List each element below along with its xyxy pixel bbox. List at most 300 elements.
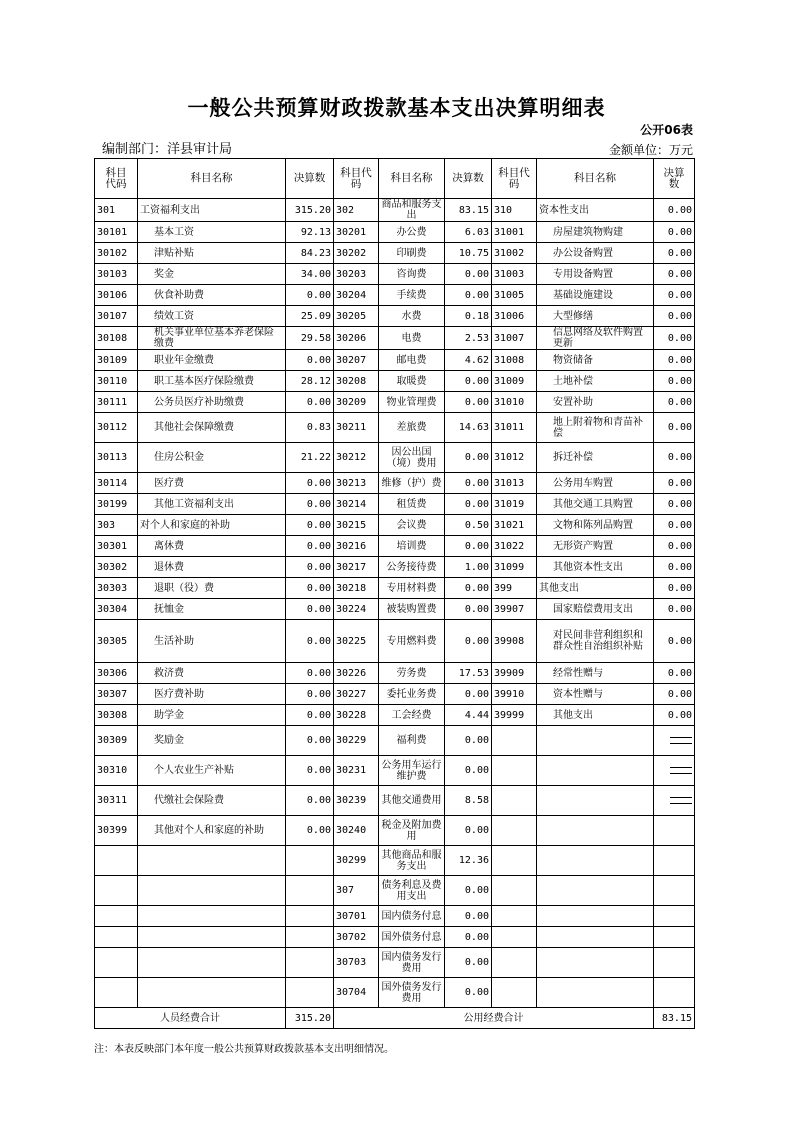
- dash-line: [670, 737, 692, 738]
- cell-name-3: 地上附着物和青苗补偿: [537, 413, 654, 443]
- cell-name-2: 税金及附加费用: [379, 816, 445, 846]
- table-row: [95, 413, 695, 443]
- cell-code-1: 30114: [95, 473, 138, 494]
- cell-name-1: 工资福利支出: [138, 199, 286, 222]
- table-row: [95, 948, 695, 978]
- cell-amount-2: 0.00: [445, 264, 492, 285]
- cell-amount-1: 0.00: [286, 684, 334, 705]
- public-total-label: 公用经费合计: [334, 1008, 654, 1029]
- cell-amount-2: 83.15: [445, 199, 492, 222]
- cell-amount-2: 0.00: [445, 978, 492, 1008]
- cell-name-3: 拆迁补偿: [537, 443, 654, 473]
- public-total-value: 83.15: [654, 1008, 695, 1029]
- cell-amount-2: 0.00: [445, 443, 492, 473]
- cell-amount-2: 0.00: [445, 948, 492, 978]
- cell-code-3: 31099: [492, 557, 537, 578]
- cell-name-1: 对个人和家庭的补助: [138, 515, 286, 536]
- dash-line: [670, 797, 692, 798]
- cell-name-2: 咨询费: [379, 264, 445, 285]
- cell-code-3: 39907: [492, 599, 537, 620]
- cell-name-3: 大型修缮: [537, 306, 654, 327]
- cell-amount-1: 0.00: [286, 705, 334, 726]
- cell-amount-1: 0.00: [286, 285, 334, 306]
- cell-amount-3: 0.00: [654, 599, 695, 620]
- cell-amount-2: 2.53: [445, 327, 492, 350]
- cell-code-2: 30701: [334, 906, 379, 927]
- cell-amount-2: 0.00: [445, 620, 492, 663]
- table-row: [95, 536, 695, 557]
- cell-amount-2: 0.00: [445, 816, 492, 846]
- cell-name-2: 取暖费: [379, 371, 445, 392]
- cell-name-3: 专用设备购置: [537, 264, 654, 285]
- cell-name-2: 其他交通费用: [379, 786, 445, 816]
- cell-code-2: 302: [334, 199, 379, 222]
- cell-name-1: 医疗费: [138, 473, 286, 494]
- cell-name-1: 医疗费补助: [138, 684, 286, 705]
- cell-amount-2: 0.00: [445, 536, 492, 557]
- cell-name-3: [537, 816, 654, 846]
- cell-name-1: 绩效工资: [138, 306, 286, 327]
- table-row: [95, 222, 695, 243]
- cell-name-1: 职工基本医疗保险缴费: [138, 371, 286, 392]
- cell-name-1: 职业年金缴费: [138, 350, 286, 371]
- cell-name-3: 无形资产购置: [537, 536, 654, 557]
- table-row: [95, 620, 695, 663]
- cell-amount-2: 0.00: [445, 599, 492, 620]
- cell-name-1: [138, 978, 286, 1008]
- cell-name-1: [138, 948, 286, 978]
- cell-amount-3: 0.00: [654, 684, 695, 705]
- cell-code-3: [492, 816, 537, 846]
- cell-code-3: 31002: [492, 243, 537, 264]
- cell-name-3: [537, 846, 654, 876]
- cell-code-1: 30107: [95, 306, 138, 327]
- header-name-3: 科目名称: [537, 159, 654, 199]
- cell-name-2: 国内债务发行费用: [379, 948, 445, 978]
- cell-amount-3: 0.00: [654, 243, 695, 264]
- cell-amount-2: 1.00: [445, 557, 492, 578]
- cell-name-2: 商品和服务支出: [379, 199, 445, 222]
- unit-label: 金额单位：万元: [608, 143, 693, 157]
- cell-amount-3: [654, 726, 695, 756]
- cell-code-1: 30305: [95, 620, 138, 663]
- cell-name-2: 租赁费: [379, 494, 445, 515]
- cell-amount-3: [654, 927, 695, 948]
- cell-code-3: 39908: [492, 620, 537, 663]
- cell-name-2: 债务利息及费用支出: [379, 876, 445, 906]
- cell-name-1: [138, 876, 286, 906]
- cell-code-3: 31013: [492, 473, 537, 494]
- cell-code-1: 30307: [95, 684, 138, 705]
- cell-name-1: 伙食补助费: [138, 285, 286, 306]
- cell-amount-3: 0.00: [654, 264, 695, 285]
- cell-code-2: 30229: [334, 726, 379, 756]
- table-number: 公开06表: [640, 123, 693, 137]
- cell-code-1: 30103: [95, 264, 138, 285]
- cell-amount-1: 28.12: [286, 371, 334, 392]
- cell-name-2: 劳务费: [379, 663, 445, 684]
- cell-code-1: 30302: [95, 557, 138, 578]
- cell-amount-1: [286, 978, 334, 1008]
- cell-name-1: [138, 906, 286, 927]
- cell-amount-2: 0.00: [445, 927, 492, 948]
- cell-name-1: 奖金: [138, 264, 286, 285]
- cell-code-1: 30199: [95, 494, 138, 515]
- header-code: 科目 代码: [95, 159, 138, 199]
- cell-name-1: 退休费: [138, 557, 286, 578]
- table-row: [95, 371, 695, 392]
- cell-name-2: 办公费: [379, 222, 445, 243]
- cell-name-2: 会议费: [379, 515, 445, 536]
- totals-row: [95, 1008, 695, 1029]
- cell-name-3: 经常性赠与: [537, 663, 654, 684]
- cell-amount-2: 0.00: [445, 876, 492, 906]
- cell-code-2: 30240: [334, 816, 379, 846]
- cell-code-2: 30207: [334, 350, 379, 371]
- cell-code-3: 31007: [492, 327, 537, 350]
- personnel-total-label: 人员经费合计: [95, 1008, 286, 1029]
- cell-code-2: 30212: [334, 443, 379, 473]
- table-row: [95, 786, 695, 816]
- cell-code-3: 39909: [492, 663, 537, 684]
- cell-amount-3: 0.00: [654, 494, 695, 515]
- cell-amount-3: 0.00: [654, 473, 695, 494]
- cell-code-2: 30209: [334, 392, 379, 413]
- cell-code-2: 30206: [334, 327, 379, 350]
- cell-amount-3: 0.00: [654, 515, 695, 536]
- cell-code-3: 31009: [492, 371, 537, 392]
- cell-code-2: 30216: [334, 536, 379, 557]
- cell-name-1: [138, 927, 286, 948]
- cell-code-3: 31001: [492, 222, 537, 243]
- cell-amount-1: [286, 927, 334, 948]
- cell-code-1: 30111: [95, 392, 138, 413]
- dash-line: [670, 767, 692, 768]
- cell-amount-2: 8.58: [445, 786, 492, 816]
- cell-code-2: 30704: [334, 978, 379, 1008]
- cell-amount-3: 0.00: [654, 536, 695, 557]
- cell-code-1: 30109: [95, 350, 138, 371]
- table-row: [95, 327, 695, 350]
- cell-amount-1: 0.83: [286, 413, 334, 443]
- cell-code-3: [492, 756, 537, 786]
- cell-amount-3: [654, 876, 695, 906]
- header-name: 科目名称: [138, 159, 286, 199]
- cell-name-1: 救济费: [138, 663, 286, 684]
- cell-code-3: 31008: [492, 350, 537, 371]
- cell-name-1: 其他社会保障缴费: [138, 413, 286, 443]
- cell-amount-1: 0.00: [286, 599, 334, 620]
- cell-name-3: [537, 876, 654, 906]
- header-code-3: 科目代 码: [492, 159, 537, 199]
- cell-code-1: 30301: [95, 536, 138, 557]
- cell-name-3: 安置补助: [537, 392, 654, 413]
- cell-amount-2: 10.75: [445, 243, 492, 264]
- cell-code-2: 30202: [334, 243, 379, 264]
- cell-code-2: 30224: [334, 599, 379, 620]
- cell-amount-2: 0.00: [445, 578, 492, 599]
- cell-code-2: 30215: [334, 515, 379, 536]
- cell-amount-1: [286, 906, 334, 927]
- cell-name-1: 公务员医疗补助缴费: [138, 392, 286, 413]
- cell-amount-1: 0.00: [286, 756, 334, 786]
- cell-amount-1: 0.00: [286, 816, 334, 846]
- cell-name-2: 国内债务付息: [379, 906, 445, 927]
- table-row: [95, 392, 695, 413]
- cell-code-2: 30205: [334, 306, 379, 327]
- cell-code-2: 30203: [334, 264, 379, 285]
- cell-name-1: 生活补助: [138, 620, 286, 663]
- cell-name-3: [537, 906, 654, 927]
- cell-amount-3: [654, 846, 695, 876]
- cell-name-2: 物业管理费: [379, 392, 445, 413]
- table-row: [95, 515, 695, 536]
- cell-name-2: 公务接待费: [379, 557, 445, 578]
- cell-amount-3: 0.00: [654, 327, 695, 350]
- cell-code-2: 307: [334, 876, 379, 906]
- cell-name-3: 信息网络及软件购置更新: [537, 327, 654, 350]
- cell-name-1: 津贴补贴: [138, 243, 286, 264]
- cell-code-1: 30303: [95, 578, 138, 599]
- cell-name-2: 维修（护）费: [379, 473, 445, 494]
- cell-name-2: 其他商品和服务支出: [379, 846, 445, 876]
- table-row: [95, 927, 695, 948]
- cell-name-3: 其他支出: [537, 578, 654, 599]
- cell-name-3: [537, 978, 654, 1008]
- table-row: [95, 756, 695, 786]
- cell-amount-3: 0.00: [654, 199, 695, 222]
- cell-amount-1: 0.00: [286, 620, 334, 663]
- cell-code-1: [95, 876, 138, 906]
- cell-amount-3: 0.00: [654, 306, 695, 327]
- cell-amount-2: 12.36: [445, 846, 492, 876]
- cell-code-1: 30106: [95, 285, 138, 306]
- cell-name-3: 土地补偿: [537, 371, 654, 392]
- cell-code-2: 30231: [334, 756, 379, 786]
- cell-amount-3: [654, 756, 695, 786]
- table-row: [95, 978, 695, 1008]
- table-row: [95, 285, 695, 306]
- table-row: [95, 846, 695, 876]
- cell-code-2: 30702: [334, 927, 379, 948]
- cell-amount-3: 0.00: [654, 705, 695, 726]
- cell-name-1: 代缴社会保险费: [138, 786, 286, 816]
- cell-name-3: 公务用车购置: [537, 473, 654, 494]
- cell-name-1: 基本工资: [138, 222, 286, 243]
- table-row: [95, 578, 695, 599]
- cell-code-3: [492, 927, 537, 948]
- cell-code-1: [95, 846, 138, 876]
- cell-code-1: 30309: [95, 726, 138, 756]
- cell-code-1: [95, 978, 138, 1008]
- cell-name-3: [537, 948, 654, 978]
- cell-name-2: 手续费: [379, 285, 445, 306]
- cell-amount-1: 21.22: [286, 443, 334, 473]
- cell-name-2: 培训费: [379, 536, 445, 557]
- cell-amount-1: 0.00: [286, 726, 334, 756]
- header-amount-2: 决算数: [445, 159, 492, 199]
- cell-amount-1: [286, 948, 334, 978]
- cell-code-1: 30102: [95, 243, 138, 264]
- cell-code-3: 31010: [492, 392, 537, 413]
- cell-code-2: 30218: [334, 578, 379, 599]
- cell-amount-1: 0.00: [286, 350, 334, 371]
- cell-code-3: 39999: [492, 705, 537, 726]
- cell-amount-1: 0.00: [286, 663, 334, 684]
- cell-name-2: 专用燃料费: [379, 620, 445, 663]
- cell-code-3: 31006: [492, 306, 537, 327]
- cell-name-3: 基础设施建设: [537, 285, 654, 306]
- cell-name-2: 印刷费: [379, 243, 445, 264]
- cell-name-2: 国外债务发行费用: [379, 978, 445, 1008]
- cell-code-1: 303: [95, 515, 138, 536]
- cell-name-3: 其他交通工具购置: [537, 494, 654, 515]
- cell-code-3: [492, 978, 537, 1008]
- cell-name-1: 机关事业单位基本养老保险缴费: [138, 327, 286, 350]
- cell-amount-1: 29.58: [286, 327, 334, 350]
- table-row: [95, 494, 695, 515]
- cell-amount-1: 34.00: [286, 264, 334, 285]
- cell-amount-3: 0.00: [654, 285, 695, 306]
- cell-name-1: [138, 846, 286, 876]
- cell-amount-2: 4.44: [445, 705, 492, 726]
- cell-code-2: 30239: [334, 786, 379, 816]
- cell-amount-1: 0.00: [286, 578, 334, 599]
- cell-code-3: 31003: [492, 264, 537, 285]
- cell-amount-1: 0.00: [286, 557, 334, 578]
- cell-code-3: 310: [492, 199, 537, 222]
- cell-code-3: [492, 726, 537, 756]
- cell-code-3: 31012: [492, 443, 537, 473]
- cell-name-3: 房屋建筑物购建: [537, 222, 654, 243]
- cell-code-2: 30204: [334, 285, 379, 306]
- cell-name-3: 物资储备: [537, 350, 654, 371]
- header-code-2: 科目代 码: [334, 159, 379, 199]
- cell-amount-3: 0.00: [654, 371, 695, 392]
- cell-code-3: [492, 948, 537, 978]
- cell-name-2: 邮电费: [379, 350, 445, 371]
- table-row: [95, 443, 695, 473]
- table-row: [95, 684, 695, 705]
- cell-name-2: 公务用车运行维护费: [379, 756, 445, 786]
- cell-name-1: 离休费: [138, 536, 286, 557]
- cell-code-2: 30211: [334, 413, 379, 443]
- table-row: [95, 243, 695, 264]
- cell-code-2: 30214: [334, 494, 379, 515]
- cell-amount-2: 0.00: [445, 906, 492, 927]
- cell-code-1: 30308: [95, 705, 138, 726]
- table-row: [95, 599, 695, 620]
- cell-code-1: 30108: [95, 327, 138, 350]
- cell-amount-2: 0.18: [445, 306, 492, 327]
- cell-code-1: 30113: [95, 443, 138, 473]
- header-name-2: 科目名称: [379, 159, 445, 199]
- cell-code-3: 31021: [492, 515, 537, 536]
- cell-name-3: 资本性支出: [537, 199, 654, 222]
- cell-code-3: [492, 906, 537, 927]
- cell-amount-1: 25.09: [286, 306, 334, 327]
- cell-name-2: 差旅费: [379, 413, 445, 443]
- cell-name-1: 奖励金: [138, 726, 286, 756]
- cell-name-2: 水费: [379, 306, 445, 327]
- dash-line: [670, 773, 692, 774]
- table-row: [95, 726, 695, 756]
- cell-amount-3: 0.00: [654, 557, 695, 578]
- cell-amount-2: 0.00: [445, 473, 492, 494]
- cell-amount-2: 14.63: [445, 413, 492, 443]
- cell-amount-2: 0.00: [445, 392, 492, 413]
- cell-amount-3: 0.00: [654, 663, 695, 684]
- cell-code-1: 30399: [95, 816, 138, 846]
- cell-name-1: 退职（役）费: [138, 578, 286, 599]
- cell-name-2: 福利费: [379, 726, 445, 756]
- cell-amount-1: [286, 876, 334, 906]
- cell-amount-2: 0.50: [445, 515, 492, 536]
- cell-amount-3: 0.00: [654, 392, 695, 413]
- cell-amount-2: 4.62: [445, 350, 492, 371]
- cell-amount-3: 0.00: [654, 350, 695, 371]
- cell-amount-3: 0.00: [654, 578, 695, 599]
- cell-name-2: 委托业务费: [379, 684, 445, 705]
- cell-amount-1: 0.00: [286, 786, 334, 816]
- cell-amount-3: [654, 906, 695, 927]
- cell-name-3: 其他资本性支出: [537, 557, 654, 578]
- cell-amount-1: 0.00: [286, 536, 334, 557]
- table-row: [95, 306, 695, 327]
- dash-line: [670, 743, 692, 744]
- cell-code-2: 30703: [334, 948, 379, 978]
- table-row: [95, 557, 695, 578]
- cell-name-3: 国家赔偿费用支出: [537, 599, 654, 620]
- cell-amount-1: 0.00: [286, 494, 334, 515]
- cell-code-3: [492, 876, 537, 906]
- table-row: [95, 816, 695, 846]
- cell-amount-2: 0.00: [445, 756, 492, 786]
- cell-code-2: 30227: [334, 684, 379, 705]
- cell-code-2: 30226: [334, 663, 379, 684]
- cell-amount-1: 315.20: [286, 199, 334, 222]
- cell-name-3: 其他支出: [537, 705, 654, 726]
- page-title: 一般公共预算财政拨款基本支出决算明细表: [187, 95, 606, 120]
- cell-amount-3: [654, 978, 695, 1008]
- header-amount-3: 决算 数: [654, 159, 695, 199]
- cell-code-1: 30112: [95, 413, 138, 443]
- cell-name-1: 助学金: [138, 705, 286, 726]
- cell-code-1: [95, 948, 138, 978]
- table-row: [95, 906, 695, 927]
- cell-name-2: 电费: [379, 327, 445, 350]
- cell-name-3: [537, 927, 654, 948]
- cell-name-3: 文物和陈列品购置: [537, 515, 654, 536]
- cell-amount-3: 0.00: [654, 413, 695, 443]
- cell-amount-3: [654, 948, 695, 978]
- cell-amount-1: 84.23: [286, 243, 334, 264]
- cell-code-2: 30213: [334, 473, 379, 494]
- cell-name-1: 其他对个人和家庭的补助: [138, 816, 286, 846]
- cell-code-3: [492, 786, 537, 816]
- cell-code-2: 30228: [334, 705, 379, 726]
- cell-amount-3: 0.00: [654, 443, 695, 473]
- cell-code-3: 39910: [492, 684, 537, 705]
- cell-name-3: 对民间非营利组织和群众性自治组织补贴: [537, 620, 654, 663]
- personnel-total-value: 315.20: [286, 1008, 334, 1029]
- cell-code-3: 31022: [492, 536, 537, 557]
- cell-code-1: 301: [95, 199, 138, 222]
- cell-code-1: 30101: [95, 222, 138, 243]
- table-row: [95, 876, 695, 906]
- cell-name-2: 因公出国（境）费用: [379, 443, 445, 473]
- header-amount: 决算数: [286, 159, 334, 199]
